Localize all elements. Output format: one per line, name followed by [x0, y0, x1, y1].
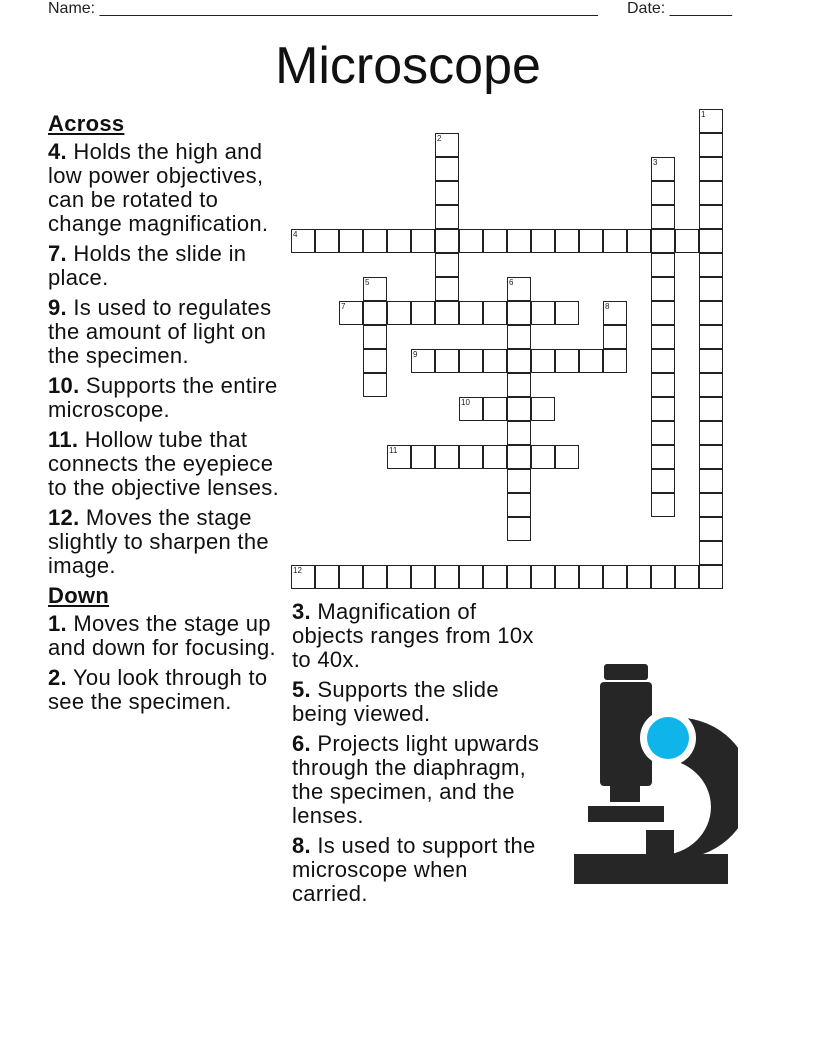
- grid-cell[interactable]: [651, 565, 675, 589]
- grid-cell[interactable]: [435, 253, 459, 277]
- microscope-eyepiece-shape: [604, 664, 648, 680]
- grid-cell[interactable]: [699, 493, 723, 517]
- grid-cell[interactable]: [699, 301, 723, 325]
- clue-number: 3.: [292, 599, 311, 624]
- grid-cell[interactable]: [315, 229, 339, 253]
- clue-text: Supports the slide being viewed.: [292, 677, 499, 726]
- grid-cell[interactable]: [651, 205, 675, 229]
- grid-cell[interactable]: [363, 349, 387, 373]
- grid-cell[interactable]: [435, 229, 459, 253]
- clue-text: You look through to see the specimen.: [48, 665, 268, 714]
- grid-cell[interactable]: [699, 517, 723, 541]
- clue-number: 5.: [292, 677, 311, 702]
- clue-text: Holds the high and low power objectives, can be rotated to change magnification.: [48, 139, 269, 236]
- cell-number-5: 5: [365, 278, 370, 287]
- grid-cell[interactable]: [699, 565, 723, 589]
- grid-cell[interactable]: [603, 349, 627, 373]
- grid-cell[interactable]: [363, 325, 387, 349]
- grid-cell[interactable]: [435, 565, 459, 589]
- clue-text: Holds the slide in place.: [48, 241, 247, 290]
- grid-cell[interactable]: [483, 229, 507, 253]
- grid-cell[interactable]: [483, 349, 507, 373]
- grid-cell[interactable]: [363, 373, 387, 397]
- grid-cell[interactable]: [531, 229, 555, 253]
- grid-cell[interactable]: [435, 205, 459, 229]
- cell-number-2: 2: [437, 134, 442, 143]
- grid-cell[interactable]: [387, 229, 411, 253]
- grid-cell[interactable]: [459, 301, 483, 325]
- grid-cell[interactable]: [699, 157, 723, 181]
- grid-cell[interactable]: [555, 445, 579, 469]
- grid-cell[interactable]: [651, 325, 675, 349]
- grid-cell[interactable]: [699, 325, 723, 349]
- clue-text: Moves the stage up and down for focusing.: [48, 611, 276, 660]
- cell-number-8: 8: [605, 302, 610, 311]
- grid-cell[interactable]: [579, 349, 603, 373]
- clue-number: 10.: [48, 373, 80, 398]
- clue-number: 7.: [48, 241, 67, 266]
- grid-cell[interactable]: [507, 397, 531, 421]
- grid-cell[interactable]: [339, 229, 363, 253]
- grid-cell[interactable]: [651, 397, 675, 421]
- clue-text: Is used to regulates the amount of light on the specimen.: [48, 295, 272, 368]
- grid-cell[interactable]: [411, 229, 435, 253]
- grid-cell[interactable]: [459, 565, 483, 589]
- grid-cell[interactable]: [555, 229, 579, 253]
- grid-cell[interactable]: [651, 181, 675, 205]
- grid-cell[interactable]: [651, 301, 675, 325]
- grid-cell[interactable]: [531, 565, 555, 589]
- grid-cell[interactable]: [699, 445, 723, 469]
- grid-cell[interactable]: [507, 565, 531, 589]
- grid-cell[interactable]: [603, 565, 627, 589]
- grid-cell[interactable]: [699, 397, 723, 421]
- grid-cell[interactable]: [651, 277, 675, 301]
- cell-number-11: 11: [389, 446, 398, 455]
- grid-cell[interactable]: [699, 469, 723, 493]
- grid-cell[interactable]: [315, 565, 339, 589]
- clue-text: Moves the stage slightly to sharpen the image.: [48, 505, 269, 578]
- grid-cell[interactable]: [483, 397, 507, 421]
- grid-cell[interactable]: [651, 445, 675, 469]
- clue-number: 9.: [48, 295, 67, 320]
- grid-cell[interactable]: [435, 157, 459, 181]
- grid-cell[interactable]: [579, 229, 603, 253]
- cell-number-12: 12: [293, 566, 302, 575]
- grid-cell[interactable]: [651, 493, 675, 517]
- grid-cell[interactable]: [363, 301, 387, 325]
- grid-cell[interactable]: [435, 277, 459, 301]
- grid-cell[interactable]: [675, 229, 699, 253]
- grid-cell[interactable]: [387, 301, 411, 325]
- grid-cell[interactable]: [507, 349, 531, 373]
- grid-cell[interactable]: [363, 229, 387, 253]
- clue-number: 11.: [48, 427, 79, 452]
- grid-cell[interactable]: [507, 229, 531, 253]
- cell-number-4: 4: [293, 230, 298, 239]
- grid-cell[interactable]: [387, 565, 411, 589]
- name-line: Name: ________________________________________________________: [48, 0, 598, 17]
- lens-circle-shape: [647, 717, 689, 759]
- grid-cell[interactable]: [435, 445, 459, 469]
- grid-cell[interactable]: [483, 445, 507, 469]
- microscope-icon: [568, 660, 738, 890]
- clue-text: Is used to support the microscope when carried.: [292, 833, 536, 906]
- grid-cell[interactable]: [507, 517, 531, 541]
- grid-cell[interactable]: [363, 565, 387, 589]
- grid-cell[interactable]: [603, 229, 627, 253]
- grid-cell[interactable]: [651, 373, 675, 397]
- grid-cell[interactable]: [699, 133, 723, 157]
- clue-text: Magnification of objects ranges from 10x to 40x.: [292, 599, 534, 672]
- clue-number: 4.: [48, 139, 67, 164]
- grid-cell[interactable]: [699, 277, 723, 301]
- grid-cell[interactable]: [699, 373, 723, 397]
- cell-number-10: 10: [461, 398, 470, 407]
- grid-cell[interactable]: [507, 373, 531, 397]
- cell-number-3: 3: [653, 158, 658, 167]
- page-title: Microscope: [275, 37, 541, 95]
- grid-cell[interactable]: [531, 445, 555, 469]
- grid-cell[interactable]: [699, 421, 723, 445]
- grid-cell[interactable]: [699, 349, 723, 373]
- grid-cell[interactable]: [603, 325, 627, 349]
- across-heading: Across: [48, 111, 125, 136]
- grid-cell[interactable]: [699, 181, 723, 205]
- grid-cell[interactable]: [507, 325, 531, 349]
- grid-cell[interactable]: [507, 469, 531, 493]
- cell-number-1: 1: [701, 110, 706, 119]
- grid-cell[interactable]: [579, 565, 603, 589]
- grid-cell[interactable]: [699, 205, 723, 229]
- grid-cell[interactable]: [627, 229, 651, 253]
- grid-cell[interactable]: [651, 253, 675, 277]
- grid-cell[interactable]: [483, 301, 507, 325]
- grid-cell[interactable]: [531, 397, 555, 421]
- grid-cell[interactable]: [699, 229, 723, 253]
- grid-cell[interactable]: [507, 301, 531, 325]
- clue-number: 12.: [48, 505, 80, 530]
- clue-text: Projects light upwards through the diaphragm, the specimen, and the lenses.: [292, 731, 540, 828]
- grid-cell[interactable]: [435, 349, 459, 373]
- grid-cell[interactable]: [411, 565, 435, 589]
- microscope-pillar-shape: [646, 830, 674, 858]
- grid-cell[interactable]: [411, 445, 435, 469]
- grid-cell[interactable]: [411, 301, 435, 325]
- grid-cell[interactable]: [651, 229, 675, 253]
- grid-cell[interactable]: [651, 421, 675, 445]
- grid-cell[interactable]: [531, 301, 555, 325]
- microscope-objective-shape: [610, 786, 640, 802]
- microscope-stage-shape: [588, 806, 664, 822]
- grid-cell[interactable]: [435, 301, 459, 325]
- grid-cell[interactable]: [675, 565, 699, 589]
- grid-cell[interactable]: [459, 349, 483, 373]
- grid-cell[interactable]: [699, 541, 723, 565]
- grid-cell[interactable]: [435, 181, 459, 205]
- grid-cell[interactable]: [555, 301, 579, 325]
- date-line: Date: _______: [627, 0, 732, 17]
- clue-number: 6.: [292, 731, 311, 756]
- cell-number-6: 6: [509, 278, 514, 287]
- clue-number: 8.: [292, 833, 311, 858]
- grid-cell[interactable]: [507, 421, 531, 445]
- grid-cell[interactable]: [531, 349, 555, 373]
- grid-cell[interactable]: [459, 445, 483, 469]
- grid-cell[interactable]: [651, 469, 675, 493]
- grid-cell[interactable]: [555, 565, 579, 589]
- grid-cell[interactable]: [651, 349, 675, 373]
- microscope-base-shape: [574, 854, 728, 884]
- cell-number-7: 7: [341, 302, 346, 311]
- cell-number-9: 9: [413, 350, 418, 359]
- clue-text: Hollow tube that connects the eyepiece to the objective lenses.: [48, 427, 280, 500]
- grid-cell[interactable]: [627, 565, 651, 589]
- grid-cell[interactable]: [507, 445, 531, 469]
- clue-number: 2.: [48, 665, 67, 690]
- grid-cell[interactable]: [459, 229, 483, 253]
- down-heading: Down: [48, 583, 110, 608]
- grid-cell[interactable]: [339, 565, 363, 589]
- clue-number: 1.: [48, 611, 67, 636]
- grid-cell[interactable]: [699, 253, 723, 277]
- grid-cell[interactable]: [555, 349, 579, 373]
- clue-text: Supports the entire microscope.: [48, 373, 278, 422]
- grid-cell[interactable]: [483, 565, 507, 589]
- grid-cell[interactable]: [507, 493, 531, 517]
